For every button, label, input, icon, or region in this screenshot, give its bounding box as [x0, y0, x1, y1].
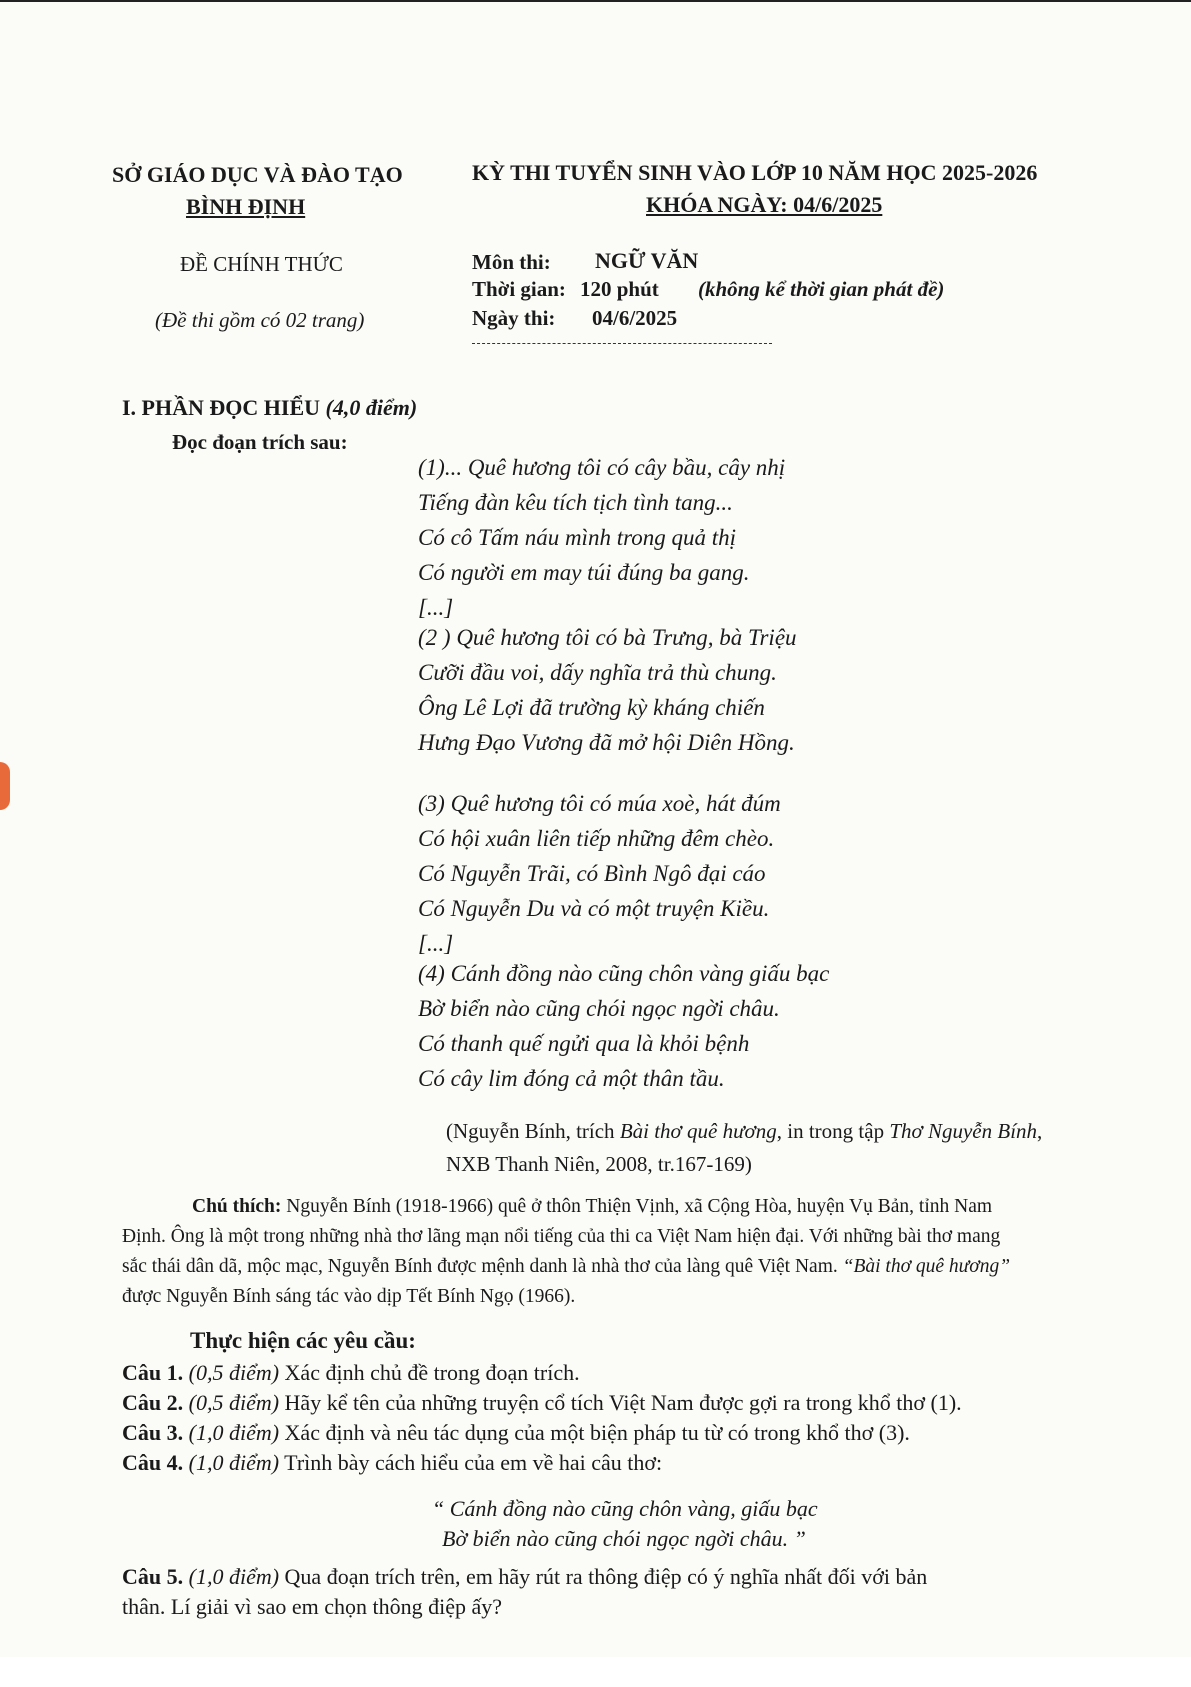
- question-points: (1,0 điểm): [188, 1450, 280, 1475]
- question-text: Xác định chủ đề trong đoạn trích.: [279, 1360, 580, 1385]
- section-points: (4,0 điểm): [325, 395, 418, 420]
- reading-instruction: Đọc đoạn trích sau:: [172, 430, 348, 454]
- question-text: Qua đoạn trích trên, em hãy rút ra thông điệp có ý nghĩa nhất đối với bản: [279, 1564, 928, 1589]
- poem-line: Có Nguyễn Trãi, có Bình Ngô đại cáo: [418, 861, 766, 886]
- note-text: Nguyễn Bính (1918-1966) quê ở thôn Thiện Vịnh, xã Cộng Hòa, huyện Vụ Bản, tỉnh Nam: [281, 1196, 993, 1217]
- note-label: Chú thích:: [192, 1196, 282, 1217]
- poem-line: Ông Lê Lợi đã trường kỳ kháng chiến: [418, 695, 765, 720]
- question-points: (0,5 điểm): [188, 1360, 280, 1385]
- source-citation: [446, 1119, 1042, 1144]
- quoted-verse-line-2: Bờ biển nào cũng chói ngọc ngời châu. ”: [442, 1526, 806, 1551]
- question-5-continued: thân. Lí giải vì sao em chọn thông điệp ấy?: [122, 1594, 503, 1619]
- subject-value: NGỮ VĂN: [595, 248, 699, 273]
- time-label: Thời gian:: [472, 277, 566, 301]
- poem-line: Cưỡi đầu voi, dấy nghĩa trả thù chung.: [418, 660, 777, 685]
- department-name: SỞ GIÁO DỤC VÀ ĐÀO TẠO: [112, 162, 403, 187]
- poem-line: (3) Quê hương tôi có múa xoè, hát đúm: [418, 791, 781, 816]
- question-text: Trình bày cách hiểu của em về hai câu thơ:: [279, 1450, 663, 1475]
- time-value: 120 phút: [580, 277, 659, 301]
- province-name: BÌNH ĐỊNH: [186, 194, 306, 219]
- question-5: [122, 1562, 927, 1592]
- page-edge-mark: [0, 762, 10, 810]
- question-points: (0,5 điểm): [188, 1390, 280, 1415]
- subject-label: Môn thi:: [472, 250, 551, 274]
- question-2: [122, 1388, 962, 1418]
- poem-stanza-1: [418, 450, 785, 625]
- poem-line: Có hội xuân liên tiếp những đêm chèo.: [418, 826, 775, 851]
- poem-line: Hưng Đạo Vương đã mở hội Diên Hồng.: [418, 730, 795, 755]
- questions: [122, 1358, 962, 1478]
- exam-title: KỲ THI TUYỂN SINH VÀO LỚP 10 NĂM HỌC 2025-2026: [472, 160, 1038, 185]
- date-value: 04/6/2025: [592, 306, 678, 330]
- poem-ellipsis: [...]: [418, 931, 454, 956]
- question-label: Câu 1.: [122, 1360, 184, 1385]
- source-poem-title: Bài thơ quê hương: [619, 1119, 777, 1143]
- note-line: Định. Ông là một trong những nhà thơ lãng mạn nổi tiếng của thi ca Việt Nam hiện đại. Với những bài thơ mang: [122, 1226, 1001, 1247]
- poem-line: Bờ biển nào cũng chói ngọc ngời châu.: [418, 996, 780, 1021]
- poem-line: Có người em may túi đúng ba gang.: [418, 560, 750, 585]
- note-line: [122, 1192, 1152, 1222]
- note-line: [122, 1252, 1152, 1282]
- author-note: [122, 1192, 1152, 1312]
- poem-line: (4) Cánh đồng nào cũng chôn vàng giấu bạc: [418, 961, 830, 986]
- poem-line: (2 ) Quê hương tôi có bà Trưng, bà Triệu: [418, 625, 797, 650]
- exam-date-heading: KHÓA NGÀY: 04/6/2025: [646, 192, 883, 217]
- source-book-title: Thơ Nguyễn Bính: [889, 1119, 1038, 1143]
- note-text: sắc thái dân dã, mộc mạc, Nguyễn Bính được mệnh danh là nhà thơ của làng quê Việt Nam.: [122, 1256, 843, 1277]
- source-publisher: NXB Thanh Niên, 2008, tr.167-169): [446, 1152, 752, 1176]
- page-bottom-margin: [0, 1657, 1191, 1687]
- official-label: ĐỀ CHÍNH THỨC: [180, 252, 343, 276]
- source-text: , in trong tập: [776, 1119, 890, 1143]
- question-text: Hãy kể tên của những truyện cổ tích Việt Nam được gợi ra trong khổ thơ (1).: [279, 1390, 962, 1415]
- note-line: được Nguyễn Bính sáng tác vào dịp Tết Bính Ngọ (1966).: [122, 1286, 576, 1307]
- poem-line: Có cô Tấm náu mình trong quả thị: [418, 525, 736, 550]
- question-label: Câu 5.: [122, 1564, 184, 1589]
- quoted-verse-line-1: “ Cánh đồng nào cũng chôn vàng, giấu bạc: [432, 1496, 818, 1521]
- poem-ellipsis: [...]: [418, 595, 454, 620]
- source-text: (Nguyễn Bính, trích: [446, 1119, 620, 1143]
- question-points: (1,0 điểm): [188, 1420, 280, 1445]
- pages-note: (Đề thi gồm có 02 trang): [155, 308, 365, 332]
- header-divider: [472, 343, 772, 344]
- poem-stanza-2: [418, 620, 797, 760]
- poem-line: Tiếng đàn kêu tích tịch tình tang...: [418, 490, 733, 515]
- tasks-heading: Thực hiện các yêu cầu:: [190, 1328, 416, 1353]
- section-title: I. PHẦN ĐỌC HIỂU: [122, 395, 321, 420]
- question-4: [122, 1448, 962, 1478]
- question-points: (1,0 điểm): [188, 1564, 280, 1589]
- time-note: (không kể thời gian phát đề): [698, 277, 945, 301]
- question-1: [122, 1358, 962, 1388]
- question-text: Xác định và nêu tác dụng của một biện pháp tu từ có trong khổ thơ (3).: [279, 1420, 910, 1445]
- poem-line: Có thanh quế ngửi qua là khỏi bệnh: [418, 1031, 750, 1056]
- poem-line: Có Nguyễn Du và có một truyện Kiều.: [418, 896, 770, 921]
- date-label: Ngày thi:: [472, 306, 556, 330]
- poem-line: Có cây lim đóng cả một thân tầu.: [418, 1066, 725, 1091]
- question-3: [122, 1418, 962, 1448]
- question-label: Câu 2.: [122, 1390, 184, 1415]
- poem-stanza-4: [418, 956, 829, 1096]
- poem-stanza-3: [418, 786, 781, 961]
- poem-line: (1)... Quê hương tôi có cây bầu, cây nhị: [418, 455, 786, 480]
- source-text: ,: [1037, 1119, 1043, 1143]
- question-label: Câu 3.: [122, 1420, 184, 1445]
- note-poem-title: “Bài thơ quê hương”: [842, 1256, 1011, 1277]
- section-heading: [122, 395, 417, 421]
- question-label: Câu 4.: [122, 1450, 184, 1475]
